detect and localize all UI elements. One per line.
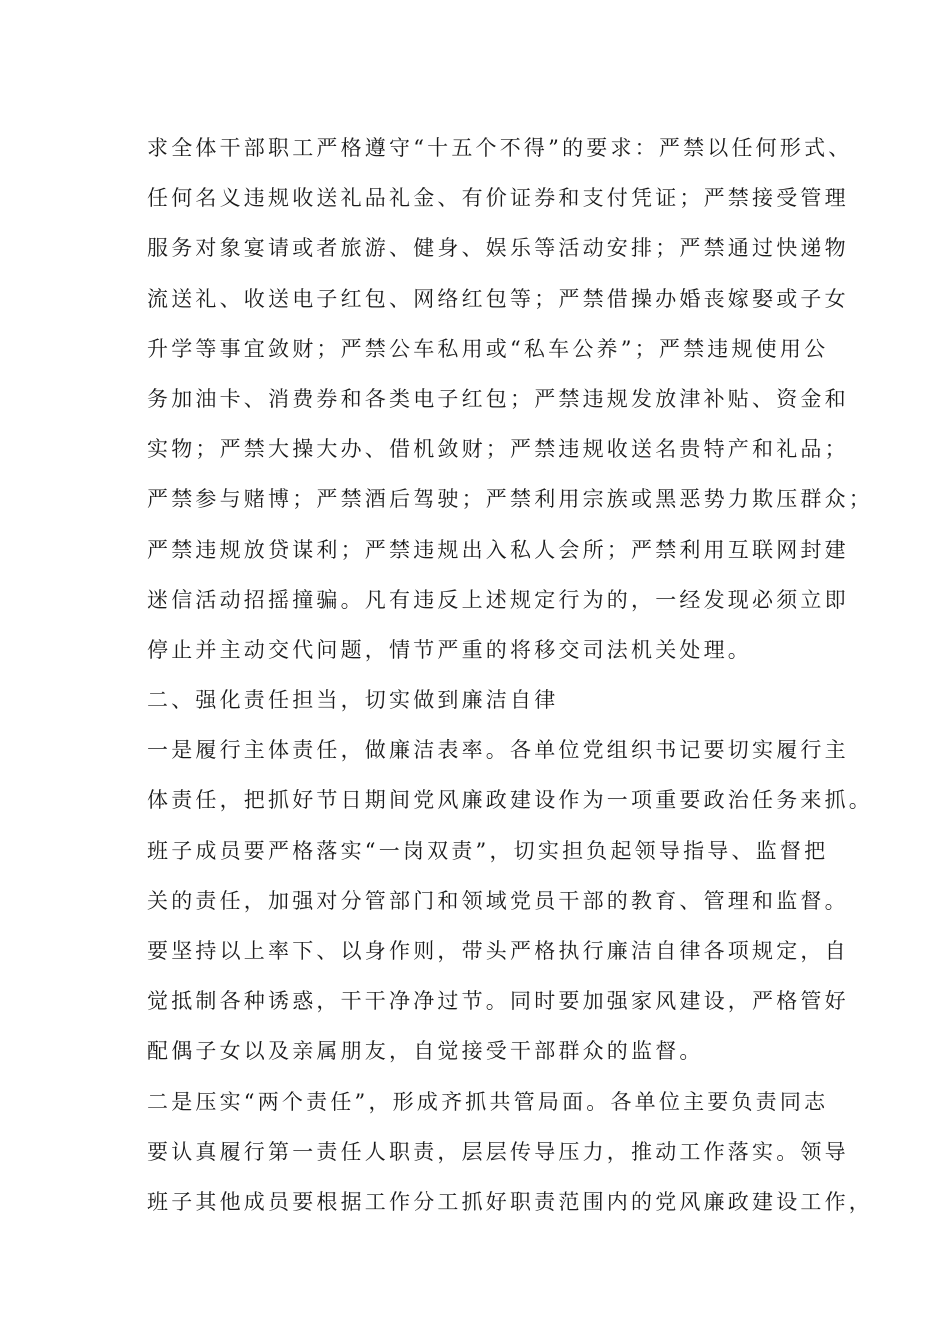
text-line: 升学等事宜敛财；严禁公车私用或“私车公养”；严禁违规使用公 [147, 336, 829, 361]
text-line: 二是压实“两个责任”，形成齐抓共管局面。各单位主要负责同志 [147, 1089, 829, 1114]
section-heading: 二、强化责任担当，切实做到廉洁自律 [147, 688, 559, 713]
text-line: 停止并主动交代问题，情节严重的将移交司法机关处理。 [147, 637, 752, 662]
text-line: 觉抵制各种诱惑，干干净净过节。同时要加强家风建设，严格管好 [147, 989, 849, 1014]
document-body [147, 130, 873, 1234]
text-line: 任何名义违规收送礼品礼金、有价证券和支付凭证；严禁接受管理 [147, 186, 849, 211]
text-line: 体责任，把抓好节日期间党风廉政建设作为一项重要政治任务来抓。 [147, 788, 873, 813]
text-line: 严禁参与赌博；严禁酒后驾驶；严禁利用宗族或黑恶势力欺压群众； [147, 487, 873, 512]
text-line: 服务对象宴请或者旅游、健身、娱乐等活动安排；严禁通过快递物 [147, 236, 849, 261]
text-line: 要认真履行第一责任人职责，层层传导压力，推动工作落实。领导 [147, 1139, 849, 1164]
text-line: 务加油卡、消费券和各类电子红包；严禁违规发放津补贴、资金和 [147, 386, 849, 411]
text-line: 要坚持以上率下、以身作则，带头严格执行廉洁自律各项规定，自 [147, 939, 849, 963]
text-line: 流送礼、收送电子红包、网络红包等；严禁借操办婚丧嫁娶或子女 [147, 286, 849, 311]
text-line: 班子成员要严格落实“一岗双责”，切实担负起领导指导、监督把 [147, 838, 829, 863]
text-line: 实物；严禁大操大办、借机敛财；严禁违规收送名贵特产和礼品； [147, 437, 849, 462]
text-line: 班子其他成员要根据工作分工抓好职责范围内的党风廉政建设工作， [147, 1189, 873, 1214]
text-line: 求全体干部职工严格遵守“十五个不得”的要求：严禁以任何形式、 [147, 136, 853, 160]
text-line: 一是履行主体责任，做廉洁表率。各单位党组织书记要切实履行主 [147, 738, 849, 763]
text-line: 关的责任，加强对分管部门和领域党员干部的教育、管理和监督。 [147, 888, 849, 913]
text-line: 迷信活动招摇撞骗。凡有违反上述规定行为的，一经发现必须立即 [147, 587, 849, 612]
text-line: 严禁违规放贷谋利；严禁违规出入私人会所；严禁利用互联网封建 [147, 537, 849, 562]
text-line: 配偶子女以及亲属朋友，自觉接受干部群众的监督。 [147, 1039, 704, 1064]
